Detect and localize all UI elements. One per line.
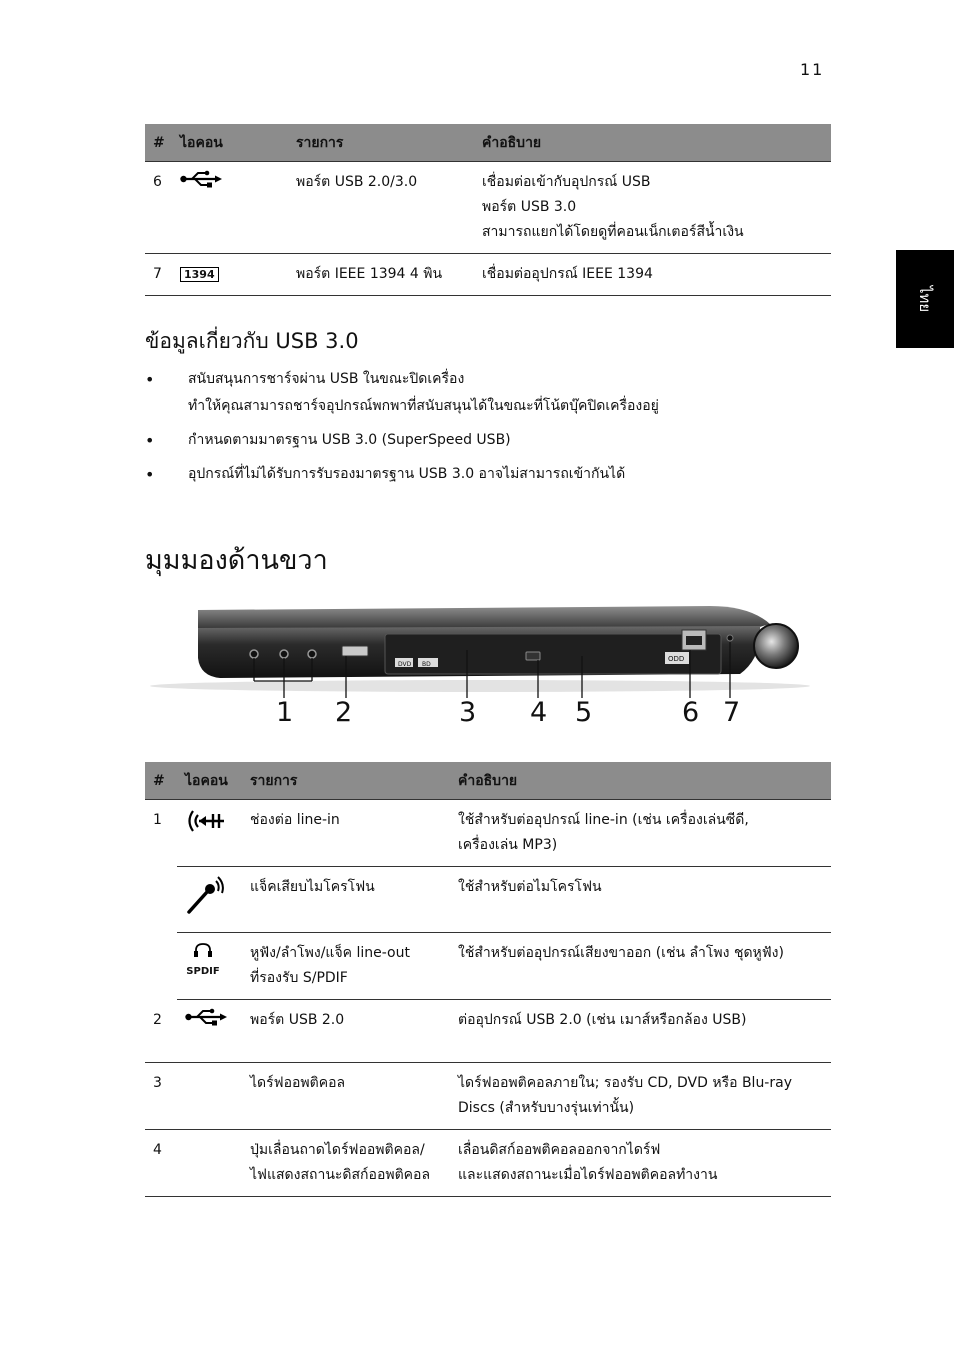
row-desc xyxy=(450,800,831,867)
col-header-num: # xyxy=(145,762,177,800)
desc-line: ใช้สำหรับต่อไมโครโฟน xyxy=(458,879,602,895)
hinge xyxy=(754,624,798,668)
usb-bullet-list xyxy=(145,366,845,495)
row-icon xyxy=(177,933,242,1000)
bullet-line: ทำให้คุณสามารถชาร์จอุปกรณ์พกพาที่สนับสนุนได้ในขณะที่โน้ตบุ๊คปิดเครื่องอยู่ xyxy=(188,398,659,414)
spdif-label: SPDIF xyxy=(186,966,220,977)
microphone-jack[interactable] xyxy=(280,650,288,658)
callout-number: 2 xyxy=(335,697,353,728)
table-row xyxy=(145,162,831,254)
bd-logo: BD xyxy=(422,661,431,668)
desc-line: Discs (สำหรับบางรุ่นเท่านั้น) xyxy=(458,1100,635,1116)
row-item xyxy=(242,867,450,933)
row-item xyxy=(242,933,450,1000)
headphone-jack[interactable] xyxy=(308,650,316,658)
row-icon xyxy=(177,1063,242,1130)
desc-line: เชื่อมต่อเข้ากับอุปกรณ์ USB xyxy=(482,174,651,190)
item-line: ไฟแสดงสถานะดิสก์ออพติคอล xyxy=(250,1167,431,1183)
item-line: ช่องต่อ line-in xyxy=(250,812,340,828)
row-desc xyxy=(450,867,831,933)
language-tab xyxy=(896,250,954,348)
row-icon xyxy=(177,1000,242,1063)
dvd-logo: DVD xyxy=(398,661,412,668)
row-icon xyxy=(172,162,288,254)
callout-number: 1 xyxy=(276,697,294,728)
row-item: พอร์ต IEEE 1394 4 พิน xyxy=(288,254,474,296)
desc-line: ใช้สำหรับต่ออุปกรณ์เสียงขาออก (เช่น ลำโพง ชุดหูฟัง) xyxy=(458,945,784,961)
row-number: 4 xyxy=(145,1130,177,1197)
row-item xyxy=(242,800,450,867)
usb-icon xyxy=(185,1008,227,1035)
bullet-line: • อุปกรณ์ที่ไม่ได้รับการรับรองมาตรฐาน USB 3.0 อาจไม่สามารถเข้ากันได้ xyxy=(188,466,626,482)
item-line: ปุ่มเลื่อนถาดไดร์ฟออพติคอล/ xyxy=(250,1142,425,1158)
row-icon xyxy=(177,867,242,933)
row-desc xyxy=(450,1000,831,1063)
row-number: 6 xyxy=(145,162,172,254)
odd-logo: ODD xyxy=(668,655,685,663)
row-desc xyxy=(450,1130,831,1197)
table-header-row xyxy=(145,762,831,800)
row-item xyxy=(242,1000,450,1063)
desc-line: ไดร์ฟออพติคอลภายใน; รองรับ CD, DVD หรือ Blu-ray xyxy=(458,1075,792,1091)
row-item: พอร์ต USB 2.0/3.0 xyxy=(288,162,474,254)
line-in-icon xyxy=(185,808,227,843)
table-row xyxy=(145,1130,831,1197)
desc-line: เครื่องเล่น MP3) xyxy=(458,837,558,853)
table-row xyxy=(145,1063,831,1130)
desc-line: และแสดงสถานะเมื่อไดร์ฟออพติคอลทำงาน xyxy=(458,1167,718,1183)
usb-icon xyxy=(180,170,222,197)
row-item xyxy=(242,1130,450,1197)
row-desc xyxy=(474,254,831,296)
callout-number: 7 xyxy=(723,697,741,728)
list-item xyxy=(145,427,845,454)
usb-section-title: ข้อมูลเกี่ยวกับ USB 3.0 xyxy=(145,329,359,353)
table-header-row xyxy=(145,124,831,162)
col-header-icon: ไอคอน xyxy=(172,124,288,162)
col-header-desc: คำอธิบาย xyxy=(450,762,831,800)
desc-line: สามารถแยกได้โดยดูที่คอนเน็กเตอร์สีน้ำเงิน xyxy=(482,224,744,240)
table-row xyxy=(145,933,831,1000)
callout-number: 4 xyxy=(530,697,548,728)
row-item xyxy=(242,1063,450,1130)
list-item xyxy=(145,366,845,420)
col-header-icon: ไอคอน xyxy=(177,762,242,800)
row-number: 3 xyxy=(145,1063,177,1130)
col-header-item: รายการ xyxy=(242,762,450,800)
eject-button[interactable] xyxy=(526,652,540,660)
list-item xyxy=(145,461,845,488)
row-number: 7 xyxy=(145,254,172,296)
row-icon xyxy=(177,800,242,867)
row-desc xyxy=(474,162,831,254)
ieee1394-icon: 1394 xyxy=(180,267,219,282)
callout-number: 6 xyxy=(682,697,700,728)
desc-line: เชื่อมต่ออุปกรณ์ IEEE 1394 xyxy=(482,266,653,282)
usb-port[interactable] xyxy=(342,646,368,656)
ports-table-1 xyxy=(145,124,831,296)
page-number: 11 xyxy=(800,60,825,79)
bullet-line: • สนับสนุนการชาร์จผ่าน USB ในขณะปิดเครื่อง xyxy=(188,371,465,387)
headphone-spdif-icon xyxy=(185,941,221,977)
row-desc xyxy=(450,933,831,1000)
ports-table-2 xyxy=(145,762,831,1197)
item-line: หูฟัง/ลำโพง/แจ็ค line-out xyxy=(250,945,410,961)
callout-number: 5 xyxy=(575,697,593,728)
row-number: 1 xyxy=(153,812,162,828)
row-icon xyxy=(172,254,288,296)
bullet-line: • กำหนดตามมาตรฐาน USB 3.0 (SuperSpeed USB) xyxy=(188,432,511,448)
desc-line: เลื่อนดิสก์ออพติคอลออกจากไดร์ฟ xyxy=(458,1142,661,1158)
col-header-num: # xyxy=(145,124,172,162)
callout-number: 3 xyxy=(459,697,477,728)
table-row xyxy=(145,254,831,296)
table-row xyxy=(145,867,831,933)
desc-line: ต่ออุปกรณ์ USB 2.0 (เช่น เมาส์หรือกล้อง USB) xyxy=(458,1012,747,1028)
row-number xyxy=(145,933,177,1000)
row-number: 2 xyxy=(145,1000,177,1063)
item-line: แจ็คเสียบไมโครโฟน xyxy=(250,879,375,895)
usb-3-port-slot xyxy=(686,636,702,645)
desc-line: พอร์ต USB 3.0 xyxy=(482,199,577,215)
item-line: ไดร์ฟออพติคอล xyxy=(250,1075,346,1091)
col-header-desc: คำอธิบาย xyxy=(474,124,831,162)
row-number xyxy=(145,867,177,933)
table-row xyxy=(145,1000,831,1063)
laptop-right-side-illustration xyxy=(150,588,830,753)
desc-line: ใช้สำหรับต่ออุปกรณ์ line-in (เช่น เครื่องเล่นซีดี, xyxy=(458,812,749,828)
table-row xyxy=(145,800,831,867)
microphone-icon xyxy=(185,875,225,924)
line-in-jack[interactable] xyxy=(250,650,258,658)
ieee1394-port[interactable] xyxy=(727,635,733,641)
right-view-title: มุมมองด้านขวา xyxy=(145,545,328,576)
language-tab-label: ไทย xyxy=(915,285,934,313)
col-header-item: รายการ xyxy=(288,124,474,162)
item-line: พอร์ต USB 2.0 xyxy=(250,1012,345,1028)
row-icon xyxy=(177,1130,242,1197)
item-line: ที่รองรับ S/PDIF xyxy=(250,970,348,986)
row-desc xyxy=(450,1063,831,1130)
